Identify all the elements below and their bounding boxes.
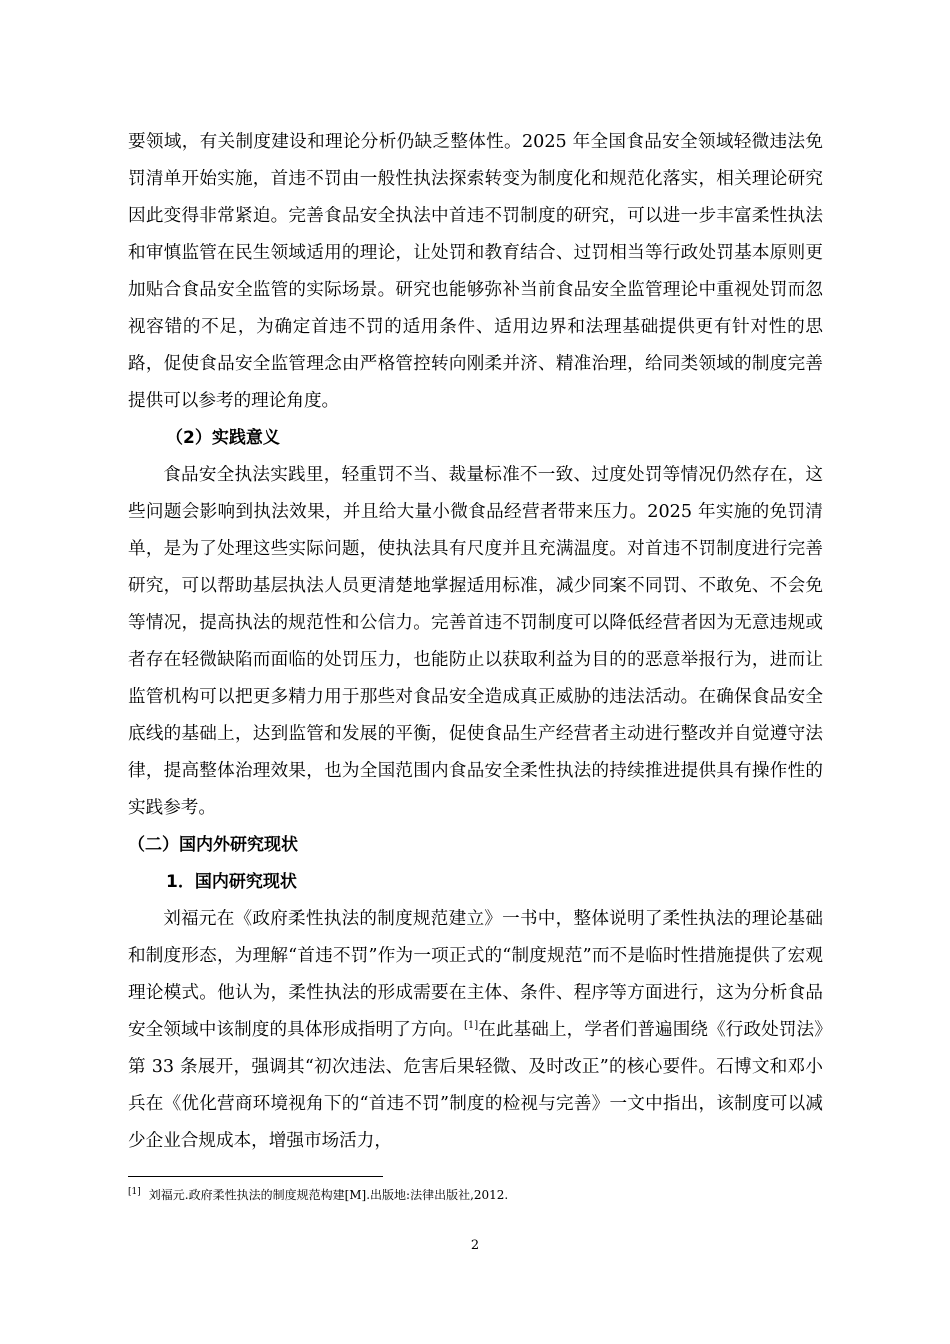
page-number: 2 xyxy=(470,1238,480,1253)
paragraph-theory-significance-continued: 要领域，有关制度建设和理论分析仍缺乏整体性。2025 年全国食品安全领域轻微违法免罚清单开始实施，首违不罚由一般性执法探索转变为制度化和规范化落实，相关理论研究因此变得非常紧迫。完善食品安全执法中首违不罚制度的研究，可以进一步丰富柔性执法和审慎监管在民生领域适用的理论，让处罚和教育结合、过罚相当等行政处罚基本原则更加贴合食品安全监管的实际场景。研究也能够弥补当前食品安全监管理论中重视处罚而忽视容错的不足，为确定首违不罚的适用条件、适用边界和法理基础提供更有针对性的思路，促使食品安全监管理念由严格管控转向刚柔并济、精准治理，给同类领域的制度完善提供可以参考的理论角度。 xyxy=(128,132,823,411)
paragraph-practical-significance: 食品安全执法实践里，轻重罚不当、裁量标准不一致、过度处罚等情况仍然存在，这些问题会影响到执法效果，并且给大量小微食品经营者带来压力。2025 年实施的免罚清单，是为了处理这些实际问题，使执法具有尺度并且充满温度。对首违不罚制度进行完善研究，可以帮助基层执法人员更清楚地掌握适用标准，减少同案不同罚、不敢免、不会免等情况，提高执法的规范性和公信力。完善首违不罚制度可以降低经营者因为无意违规或者存在轻微缺陷而面临的处罚压力，也能防止以获取利益为目的的恶意举报行为，进而让监管机构可以把更多精力用于那些对食品安全造成真正威胁的违法活动。在确保食品安全底线的基础上，达到监管和发展的平衡，促使食品生产经营者主动进行整改并自觉遵守法律，提高整体治理效果，也为全国范围内食品安全柔性执法的持续推进提供具有操作性的实践参考。 xyxy=(128,465,823,818)
heading-research-status: （二）国内外研究现状 xyxy=(128,835,298,855)
paragraph-domestic-research xyxy=(128,901,823,1160)
footnote-reference[interactable]: [1] xyxy=(463,1020,479,1032)
footnote-divider xyxy=(128,1176,383,1177)
body-text xyxy=(128,124,823,1160)
footnote-text: 刘福元.政府柔性执法的制度规范构建[M].出版地:法律出版社,2012. xyxy=(148,1188,509,1202)
paragraph-domestic-research-part2: 在此基础上，学者们普遍围绕《行政处罚法》第 33 条展开，强调其“初次违法、危害后果轻微、及时改正”的核心要件。石博文和邓小兵在《优化营商环境视角下的“首违不罚”制度的检视与完善》一文中指出，该制度可以减少企业合规成本，增强市场活力， xyxy=(128,1020,823,1151)
heading-domestic-research: 1．国内研究现状 xyxy=(166,872,297,892)
heading-practical-significance: （2）实践意义 xyxy=(166,428,280,448)
footnote xyxy=(128,1186,823,1204)
paragraph-domestic-research-part1: 刘福元在《政府柔性执法的制度规范建立》一书中，整体说明了柔性执法的理论基础和制度形态，为理解“首违不罚”作为一项正式的“制度规范”而不是临时性措施提供了宏观理论模式。他认为，柔性执法的形成需要在主体、条件、程序等方面进行，这为分析食品安全领域中该制度的具体形成指明了方向。 xyxy=(128,909,823,1040)
footnote-mark: [1] xyxy=(128,1187,141,1197)
